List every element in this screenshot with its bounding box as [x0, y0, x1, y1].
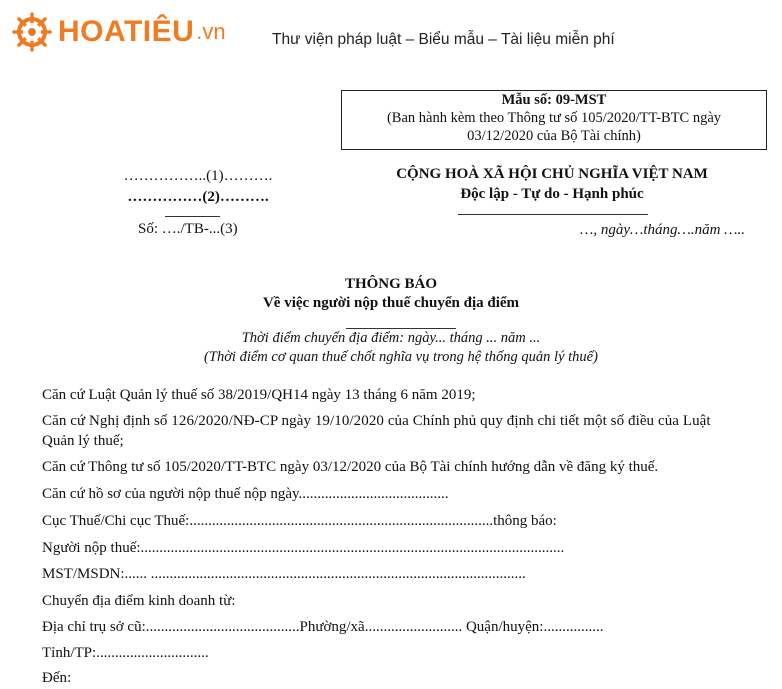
agency-line-1: ……………..(1)………. — [123, 168, 273, 184]
basis-decree-line2: Quản lý thuế; — [42, 433, 124, 449]
taxpayer-field: Người nộp thuế:................................................................................................................. — [42, 540, 565, 556]
transfer-time: Thời điểm chuyển địa điểm: ngày... tháng ... năm ... — [241, 330, 541, 346]
document-date: …, ngày…tháng….năm ….. — [580, 222, 746, 238]
form-issued-line2: 03/12/2020 của Bộ Tài chính) — [467, 128, 641, 144]
form-issued-line1: (Ban hành kèm theo Thông tư số 105/2020/TT-BTC ngày — [386, 110, 722, 126]
basis-law: Căn cứ Luật Quản lý thuế số 38/2019/QH14 ngày 13 tháng 6 năm 2019; — [42, 387, 476, 403]
basis-circular: Căn cứ Thông tư số 105/2020/TT-BTC ngày 03/12/2020 của Bộ Tài chính hướng dẫn về đăng ký thuế. — [42, 459, 659, 475]
ship-wheel-icon — [12, 12, 52, 52]
province-field: Tỉnh/TP:.............................. — [42, 645, 209, 661]
agency-line-2: ……………(2)………. — [127, 189, 269, 205]
agency-underline — [165, 216, 220, 217]
move-to-label: Đến: — [42, 670, 72, 686]
tax-code-field: MST/MSDN:...... .................................................................................................... — [42, 566, 526, 582]
basis-decree-line1: Căn cứ Nghị định số 126/2020/NĐ-CP ngày 19/10/2020 của Chính phủ quy định chi tiết một số điều của Luật — [42, 413, 711, 429]
brand-name: HOATIÊU — [58, 15, 195, 48]
document-number: Số: …./TB-...(3) — [138, 221, 238, 237]
basis-dossier: Căn cứ hồ sơ của người nộp thuế nộp ngày........................................ — [42, 486, 449, 502]
form-number: Mẫu số: 09-MST — [501, 92, 607, 108]
nation-name: CỘNG HOÀ XÃ HỘI CHỦ NGHĨA VIỆT NAM — [396, 166, 708, 182]
national-motto: Độc lập - Tự do - Hạnh phúc — [460, 186, 644, 202]
brand-suffix: .vn — [196, 19, 226, 44]
move-from-label: Chuyển địa điểm kinh doanh từ: — [42, 593, 236, 609]
tagline: Thư viện pháp luật – Biểu mẫu – Tài liệu miễn phí — [272, 31, 615, 48]
transfer-time-note: (Thời điểm cơ quan thuế chốt nghĩa vụ trong hệ thống quản lý thuế) — [204, 349, 598, 365]
form-number-box — [341, 90, 767, 150]
brand-logo — [12, 10, 226, 54]
motto-underline — [458, 214, 648, 215]
title-underline — [346, 328, 456, 329]
document-subtitle: Về việc người nộp thuế chuyển địa điểm — [262, 295, 520, 311]
document-title: THÔNG BÁO — [344, 276, 438, 292]
old-address-field: Địa chỉ trụ sở cũ:.........................................Phường/xã.......................... Quận/huyện:................ — [42, 619, 604, 635]
tax-office-field: Cục Thuế/Chi cục Thuế:.................................................................................thông báo: — [42, 513, 557, 529]
